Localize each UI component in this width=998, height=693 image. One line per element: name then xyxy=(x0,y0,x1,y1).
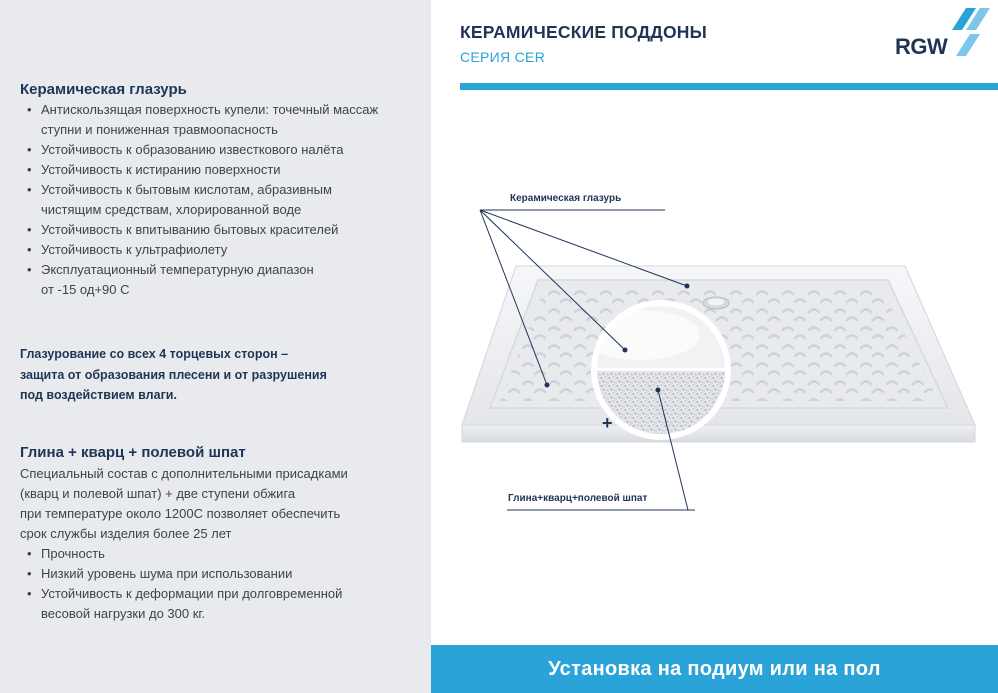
page-title: КЕРАМИЧЕСКИЕ ПОДДОНЫ xyxy=(460,22,707,42)
feature-bullet: • Устойчивость к ультрафиолету xyxy=(27,240,422,260)
composition-section-title: Глина + кварц + полевой шпат xyxy=(20,444,246,461)
feature-bullet: • Устойчивость к образованию известкового налёта xyxy=(27,140,422,160)
installation-banner xyxy=(431,645,998,693)
glaze-marker-dot xyxy=(685,284,690,289)
composition-description: Специальный состав с дополнительными присадками (кварц и полевой шпат) + две ступени обжига при температуре около 1200С позволяет обеспечить срок службы изделия более 25 лет xyxy=(20,466,348,541)
plus-sign: + xyxy=(602,413,613,433)
installation-text: Установка на подиум или на пол xyxy=(548,657,881,680)
feature-bullet: • Низкий уровень шума при использовании xyxy=(27,564,422,584)
feature-bullet: • Эксплуатационный температурную диапазон от -15 од+90 С xyxy=(27,260,422,300)
feature-bullet: • Устойчивость к истиранию поверхности xyxy=(27,160,422,180)
logo-text: RGW xyxy=(895,34,948,59)
body-marker-dot xyxy=(656,388,661,393)
feature-bullet: • Устойчивость к впитыванию бытовых красителей xyxy=(27,220,422,240)
edge-glazing-note: Глазурование со всех 4 торцевых сторон – защита от образования плесени и от разрушения под воздействием влаги. xyxy=(20,347,327,402)
feature-bullet: • Прочность xyxy=(27,544,422,564)
feature-bullet: • Устойчивость к деформации при долговременной весовой нагрузки до 300 кг. xyxy=(27,584,422,624)
feature-bullet: • Антискользящая поверхность купели: точечный массаж ступни и пониженная травмоопасность xyxy=(27,100,422,140)
body-callout-label: Глина+кварц+полевой шпат xyxy=(508,493,648,504)
glaze-marker-dot xyxy=(545,383,550,388)
feature-bullet: • Устойчивость к бытовым кислотам, абразивным чистящим средствам, хлорированной воде xyxy=(27,180,422,220)
glaze-section-title: Керамическая глазурь xyxy=(20,81,187,98)
glaze-marker-dot xyxy=(623,348,628,353)
glaze-callout-label: Керамическая глазурь xyxy=(510,193,622,204)
series-subtitle: СЕРИЯ CER xyxy=(460,49,546,65)
